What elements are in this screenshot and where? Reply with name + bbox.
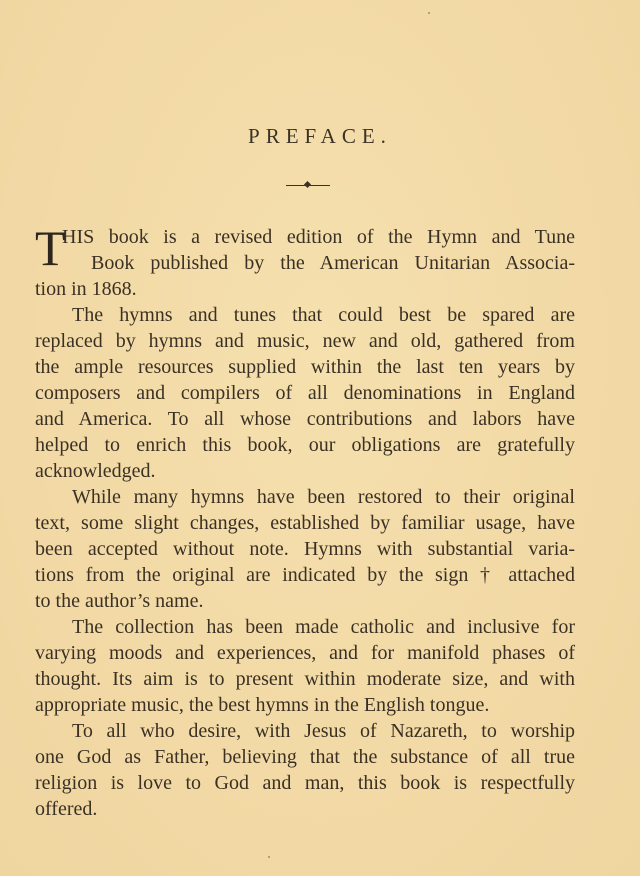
drop-cap: T: [35, 220, 66, 276]
paragraph-3: [35, 484, 575, 614]
paragraph-5: [35, 718, 575, 822]
text-line: The collection has been made catholic and inclusive for: [72, 616, 575, 638]
text-line: one God as Father, believing that the substance of all true: [35, 746, 575, 768]
text-line: text, some slight changes, established by familiar usage, have: [35, 512, 575, 534]
diamond-icon: [304, 181, 311, 188]
text-line: replaced by hymns and music, new and old, gathered from: [35, 330, 575, 352]
paragraph-1: [35, 220, 575, 302]
text-line: religion is love to God and man, this book is respectfully: [35, 772, 575, 794]
text-line: helped to enrich this book, our obligations are gratefully: [35, 434, 575, 456]
text-line: acknowledged.: [35, 460, 156, 482]
text-line: offered.: [35, 798, 98, 820]
ornament-divider: [286, 184, 330, 188]
paper-speck: [428, 12, 430, 14]
text-line: to the author’s name.: [35, 590, 204, 612]
preface-body: [35, 220, 575, 822]
text-line: appropriate music, the best hymns in the English tongue.: [35, 694, 490, 716]
paper-speck: [268, 856, 270, 858]
text-line: To all who desire, with Jesus of Nazareth, to worship: [72, 720, 575, 742]
text-line: varying moods and experiences, and for manifold phases of: [35, 642, 575, 664]
text-line: been accepted without note. Hymns with substantial varia-: [35, 538, 575, 560]
text-line: tion in 1868.: [35, 278, 137, 300]
text-line: Book published by the American Unitarian Associa-: [91, 252, 575, 274]
text-line: the ample resources supplied within the last ten years by: [35, 356, 575, 378]
paragraph-2: [35, 302, 575, 484]
text-line: While many hymns have been restored to their original: [72, 486, 575, 508]
text-line: tions from the original are indicated by the sign † attached: [35, 564, 575, 586]
text-line: thought. Its aim is to present within moderate size, and with: [35, 668, 575, 690]
text-line: HIS book is a revised edition of the Hymn and Tune: [62, 226, 575, 248]
paragraph-4: [35, 614, 575, 718]
page-title: PREFACE.: [248, 124, 392, 148]
text-line: and America. To all whose contributions and labors have: [35, 408, 575, 430]
text-line: The hymns and tunes that could best be spared are: [72, 304, 575, 326]
text-line: composers and compilers of all denominations in England: [35, 382, 575, 404]
